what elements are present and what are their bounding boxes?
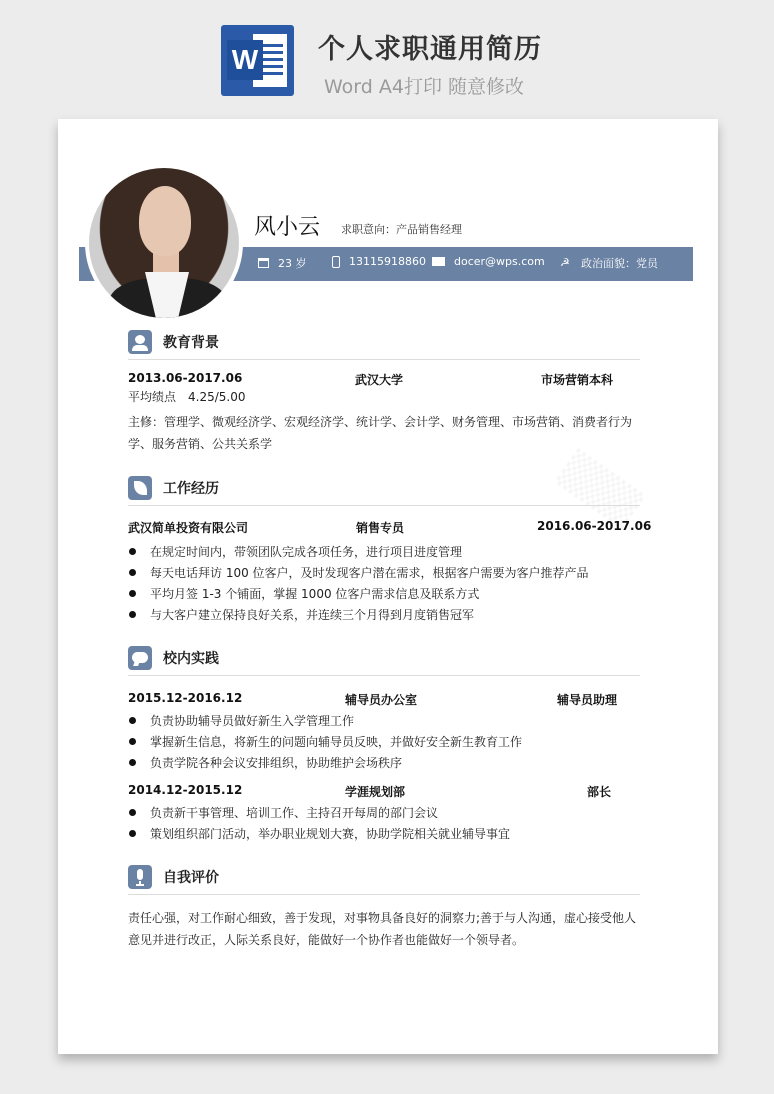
education-header: [128, 330, 640, 360]
banner: [0, 0, 774, 110]
age-text: 23 岁: [278, 257, 307, 270]
party-emblem-icon: ☭: [560, 256, 570, 269]
work-period: 2016.06-2017.06: [537, 519, 652, 533]
microphone-icon: [128, 865, 152, 889]
self-title: 自我评价: [163, 870, 219, 886]
campus-period: 2014.12-2015.12: [128, 783, 243, 797]
campus-role: 部长: [587, 785, 612, 799]
education-gpa: 平均绩点 4.25/5.00: [128, 390, 246, 404]
education-school: 武汉大学: [355, 373, 404, 387]
campus-header: [128, 646, 640, 676]
word-logo-icon: [221, 25, 294, 96]
work-title: 工作经历: [163, 481, 219, 497]
self-header: [128, 865, 640, 895]
work-header: [128, 476, 640, 506]
calendar-icon: [258, 258, 269, 268]
campus-role: 辅导员助理: [557, 693, 618, 707]
education-title: 教育背景: [163, 335, 219, 351]
list-item: 在规定时间内，带领团队完成各项任务，进行项目进度管理: [128, 543, 462, 560]
education-major: 市场营销本科: [541, 373, 614, 387]
campus-title: 校内实践: [163, 651, 219, 667]
campus-org: 辅导员办公室: [345, 693, 418, 707]
list-item: 负责学院各种会议安排组织，协助维护会场秩序: [128, 754, 402, 771]
candidate-name: 风小云: [254, 215, 321, 240]
politics-text: 政治面貌：党员: [581, 257, 658, 270]
word-logo-letter: W: [227, 40, 263, 80]
email-info: [432, 255, 545, 268]
education-courses: 主修：管理学、微观经济学、宏观经济学、统计学、会计学、财务管理、市场营销、消费者行为学、服务营销、公共关系学: [128, 415, 633, 451]
mail-icon: [432, 257, 445, 266]
graduate-icon: [128, 330, 152, 354]
phone-info: [332, 255, 426, 268]
list-item: 每天电话拜访 100 位客户，及时发现客户潜在需求，根据客户需要为客户推荐产品: [128, 564, 589, 581]
list-item: 策划组织部门活动，举办职业规划大赛，协助学院相关就业辅导事宜: [128, 825, 510, 842]
banner-title: 个人求职通用简历: [318, 34, 542, 65]
age-info: [258, 255, 307, 271]
banner-subtitle: Word A4打印 随意修改: [324, 76, 525, 98]
phone-icon: [332, 256, 340, 268]
resume-page: [58, 119, 718, 1054]
portrait-photo: [85, 164, 243, 322]
phone-text: 13115918860: [349, 255, 426, 268]
list-item: 与大客户建立保持良好关系，并连续三个月得到月度销售冠军: [128, 606, 474, 623]
leaf-icon: [128, 476, 152, 500]
job-intent: 求职意向：产品销售经理: [341, 223, 462, 236]
list-item: 平均月签 1-3 个铺面，掌握 1000 位客户需求信息及联系方式: [128, 585, 479, 602]
work-position: 销售专员: [356, 521, 405, 535]
politics-info: [560, 255, 658, 271]
chat-bubble-icon: [128, 646, 152, 670]
education-period: 2013.06-2017.06: [128, 371, 243, 385]
work-company: 武汉简单投资有限公司: [128, 521, 249, 535]
list-item: 负责协助辅导员做好新生入学管理工作: [128, 712, 354, 729]
self-evaluation-text: 责任心强，对工作耐心细致，善于发现，对事物具备良好的洞察力;善于与人沟通，虚心接受他人意见并进行改正，人际关系良好，能做好一个协作者也能做好一个领导者。: [128, 911, 637, 947]
list-item: 负责新干事管理、培训工作、主持召开每周的部门会议: [128, 804, 438, 821]
campus-period: 2015.12-2016.12: [128, 691, 243, 705]
email-text: docer@wps.com: [454, 255, 545, 268]
campus-org: 学涯规划部: [345, 785, 406, 799]
list-item: 掌握新生信息，将新生的问题向辅导员反映，并做好安全新生教育工作: [128, 733, 522, 750]
